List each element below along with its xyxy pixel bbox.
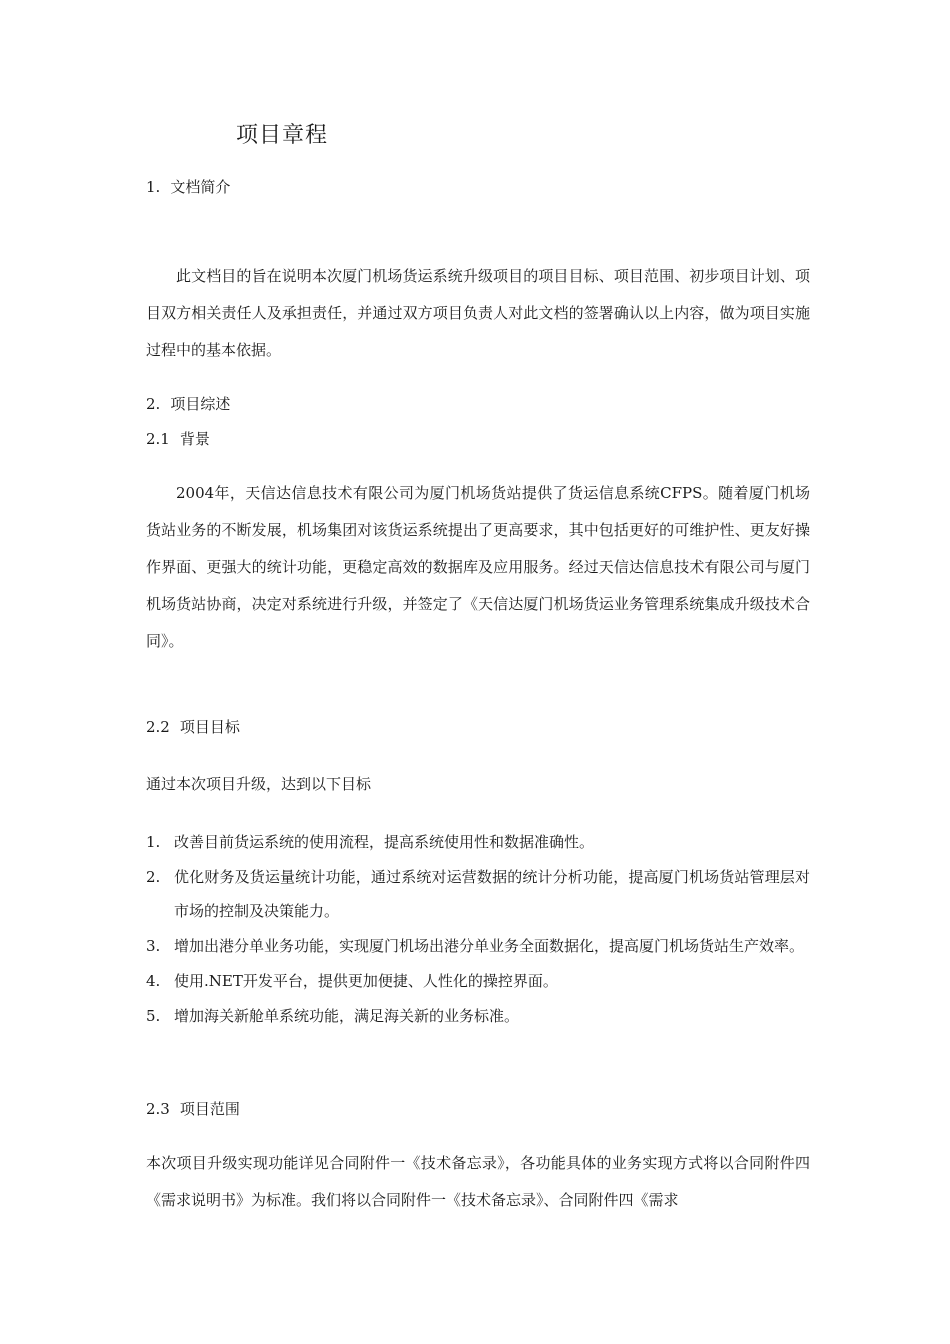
section-2-2-title: 项目目标 (179, 718, 240, 736)
section-2-3-paragraph: 本次项目升级实现功能详见合同附件一《技术备忘录》，各功能具体的业务实现方式将以合同附件四《需求说明书》为标准。我们将以合同附件一《技术备忘录》、合同附件四《需求 (146, 1154, 810, 1209)
section-2-3-number: 2.3 (146, 1100, 170, 1118)
section-1-title: 文档简介 (170, 178, 231, 196)
goal-text: 优化财务及货运量统计功能，通过系统对运营数据的统计分析功能，提高厦门机场货站管理层对市场的控制及决策能力。 (174, 868, 810, 920)
goal-number: 2. (146, 868, 161, 886)
section-2-heading (146, 393, 230, 414)
section-2-number: 2. (146, 395, 161, 413)
section-2-title: 项目综述 (170, 395, 231, 413)
goal-number: 4. (146, 972, 161, 990)
section-2-1-number: 2.1 (146, 430, 170, 448)
section-2-3-heading (146, 1098, 240, 1119)
goal-number: 1. (146, 833, 161, 851)
section-2-1-title: 背景 (179, 430, 210, 448)
goal-item-1 (146, 825, 810, 859)
section-2-3-title: 项目范围 (179, 1100, 240, 1118)
goal-number: 3. (146, 937, 161, 955)
goal-item-5 (146, 999, 810, 1033)
section-1-paragraph: 此文档目的旨在说明本次厦门机场货运系统升级项目的项目目标、项目范围、初步项目计划、项目双方相关责任人及承担责任，并通过双方项目负责人对此文档的签署确认以上内容，做为项目实施过程中的基本依据。 (146, 267, 810, 359)
goal-number: 5. (146, 1007, 161, 1025)
section-2-2-heading (146, 716, 240, 737)
goal-text: 增加海关新舱单系统功能，满足海关新的业务标准。 (174, 1007, 520, 1025)
goal-list (146, 825, 810, 1034)
document-title: 项目章程 (236, 123, 329, 148)
goal-item-2 (146, 860, 810, 928)
section-1-number: 1. (146, 178, 161, 196)
section-2-1-heading (146, 428, 210, 449)
goal-text: 改善目前货运系统的使用流程，提高系统使用性和数据准确性。 (174, 833, 595, 851)
goal-text: 增加出港分单业务功能，实现厦门机场出港分单业务全面数据化，提高厦门机场货站生产效率。 (174, 937, 805, 955)
goal-item-3 (146, 929, 810, 963)
goal-item-4 (146, 964, 810, 998)
section-2-2-number: 2.2 (146, 718, 170, 736)
section-1-heading (146, 176, 230, 197)
section-2-2-intro: 通过本次项目升级，达到以下目标 (146, 775, 372, 793)
section-2-1-paragraph: 2004年，天信达信息技术有限公司为厦门机场货站提供了货运信息系统CFPS。随着厦门机场货站业务的不断发展，机场集团对该货运系统提出了更高要求，其中包括更好的可维护性、更友好操作界面、更强大的统计功能，更稳定高效的数据库及应用服务。经过天信达信息技术有限公司与厦门机场货站协商，决定对系统进行升级，并签定了《天信达厦门机场货运业务管理系统集成升级技术合同》。 (146, 484, 810, 650)
goal-text: 使用.NET开发平台，提供更加便捷、人性化的操控界面。 (174, 972, 558, 990)
